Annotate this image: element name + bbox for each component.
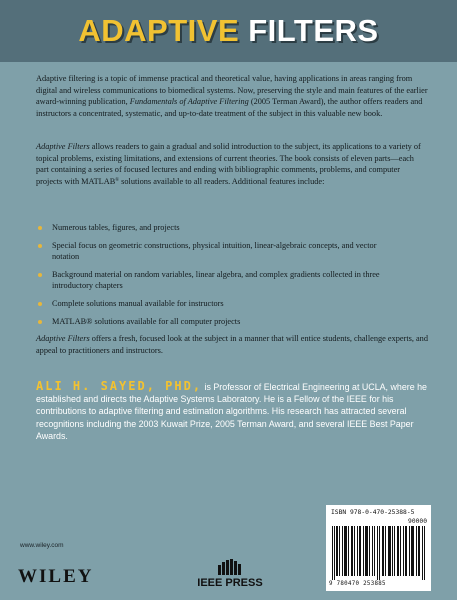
feature-text: Special focus on geometric constructions, physical intuition, linear-algebraic concepts, and vector notation (52, 240, 377, 262)
intro-text-end: (2005 Terman Award), the author offers readers and instructors a concentrated, systematic, and up-to-date treatment of the subject in this valuable new book. (36, 97, 423, 118)
description-text-end: solutions available to all readers. Additional features include: (119, 176, 325, 186)
intro-text: Adaptive filtering is a topic of immense practical and theoretical value, having applications in areas ranging from digital and wireless communications to biomedical systems. Now, preserving the style and main features of the earlier award-winning publication, (36, 74, 428, 107)
feature-text: Complete solutions manual available for instructors (52, 298, 224, 308)
list-item (36, 316, 396, 328)
wiley-logo: WILEY (18, 566, 94, 587)
barcode-panel (326, 505, 431, 591)
book-title-italic: Adaptive Filters (36, 142, 90, 151)
bullet-icon (38, 302, 42, 306)
list-item (36, 269, 396, 292)
publisher-website[interactable]: www.wiley.com (20, 542, 64, 549)
list-item (36, 298, 396, 310)
bullet-icon (38, 320, 42, 324)
price-code: 90000 (408, 518, 427, 525)
bullet-icon (38, 244, 42, 248)
feature-text: Numerous tables, figures, and projects (52, 223, 180, 232)
list-item (36, 240, 396, 263)
description-text: allows readers to gain a gradual and solid introduction to the subject, its applications to a variety of topical problems, existing limitations, and extensions of current theories. The book consists of eleven parts—each part containing a series of focused lectures and ending with bibliographic comments, problems, and computer projects with MATLAB (36, 142, 421, 186)
feature-text: MATLAB® solutions available for all computer projects (52, 316, 241, 326)
ieee-press-logo-icon (218, 559, 242, 575)
barcode-icon (332, 526, 426, 580)
closing-text: offers a fresh, focused look at the subject in a manner that will entice students, challenge experts, and appeal to practitioners and instructors. (36, 334, 428, 355)
author-bio (36, 380, 428, 442)
registered-mark: ® (115, 177, 120, 183)
ean-number: 9 780470 253885 (329, 581, 386, 587)
title-word-filters: FILTERS (248, 13, 379, 48)
isbn-label: ISBN 978-0-470-25388-5 (331, 509, 415, 516)
closing-paragraph (36, 333, 428, 356)
bullet-icon (38, 273, 42, 277)
book-title-italic: Adaptive Filters (36, 334, 90, 343)
earlier-book-title: Fundamentals of Adaptive Filtering (129, 97, 249, 107)
intro-paragraph (36, 73, 428, 119)
description-paragraph (36, 141, 428, 187)
title-word-adaptive: ADAPTIVE (78, 13, 240, 48)
features-list (36, 222, 396, 333)
bullet-icon (38, 226, 42, 230)
author-bio-text: is Professor of Electrical Engineering at UCLA, where he established and directs the Adaptive Systems Laboratory. He is a Fellow of the IEEE for his contributions to adaptive filtering and estimation algorithms. His research has attracted several recognitions including the 2003 Kuwait Prize, 2005 Terman Award, and several IEEE Best Paper Awards. (36, 382, 427, 441)
ieee-press-label: IEEE PRESS (197, 577, 263, 589)
book-title (0, 13, 457, 49)
feature-text: Background material on random variables, linear algebra, and complex gradients collected in three introductory chapters (52, 269, 380, 291)
author-name: ALI H. SAYED, PHD, (36, 379, 203, 393)
list-item (36, 222, 396, 234)
